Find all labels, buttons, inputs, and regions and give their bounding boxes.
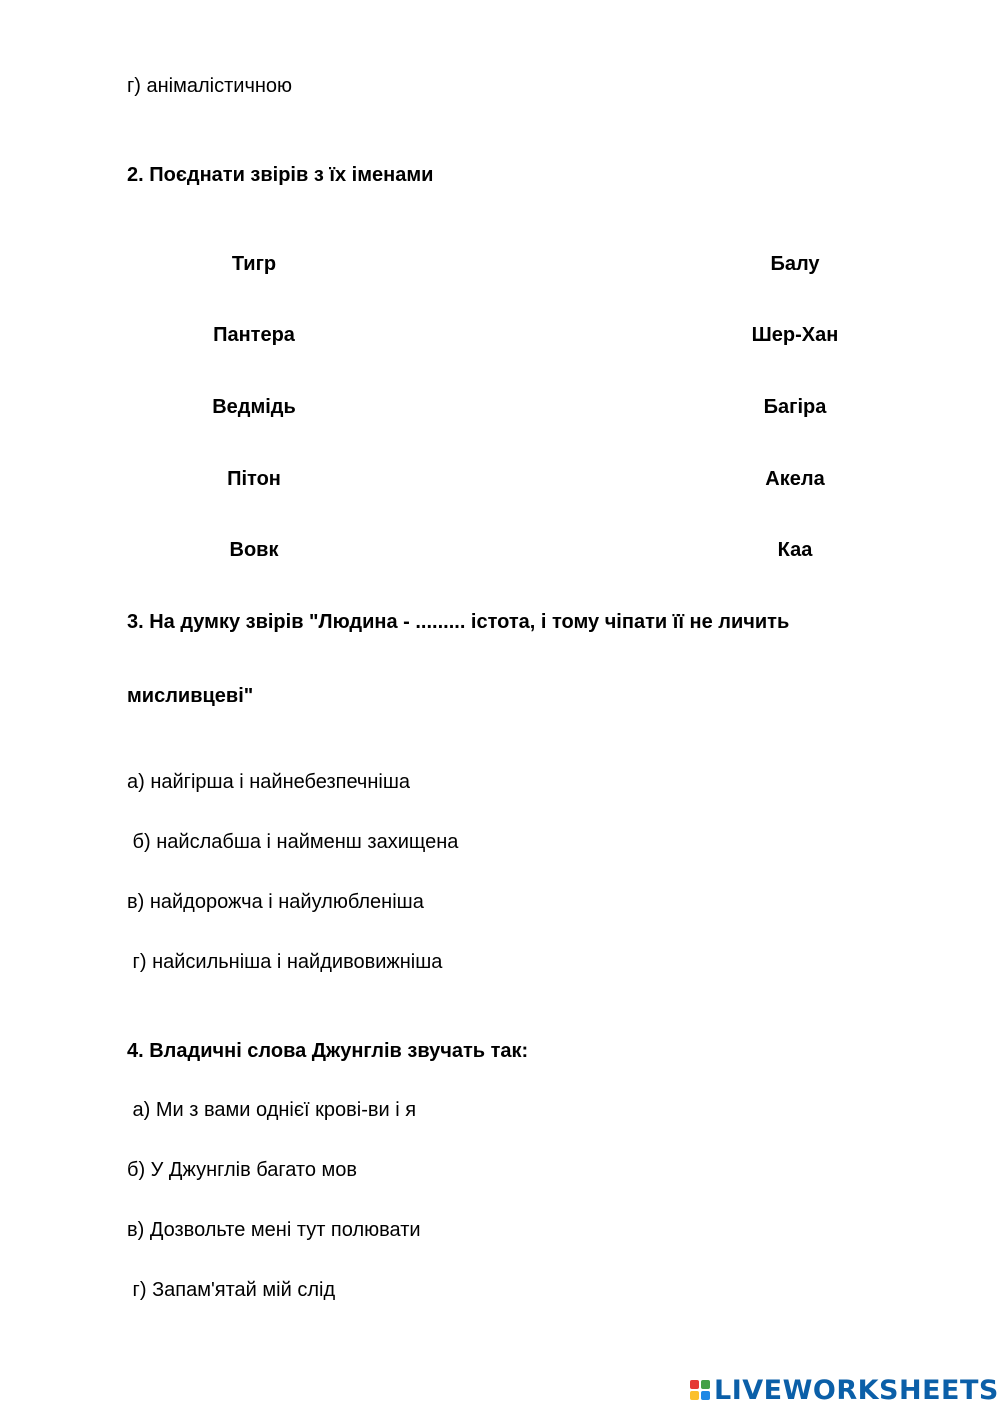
q4-option: а) Ми з вами однієї крові-ви і я bbox=[127, 1099, 417, 1121]
q3-option: а) найгірша і найнебезпечніша bbox=[127, 771, 410, 793]
q3-title-line2: мисливцеві" bbox=[127, 685, 254, 707]
liveworksheets-logo[interactable] bbox=[690, 1374, 999, 1406]
logo-mark-icon bbox=[690, 1380, 710, 1400]
q2-title: 2. Поєднати звірів з їх іменами bbox=[127, 164, 434, 186]
q4-title: 4. Владичні слова Джунглів звучать так: bbox=[127, 1040, 529, 1062]
name-item: Багіра bbox=[763, 396, 827, 418]
name-item: Каа bbox=[777, 539, 813, 561]
q3-option: в) найдорожча і найулюбленіша bbox=[127, 891, 424, 913]
q4-option: б) У Джунглів багато мов bbox=[127, 1159, 358, 1181]
animal-item: Пантера bbox=[213, 324, 295, 346]
animal-item: Вовк bbox=[229, 539, 279, 561]
q1-option-d: г) анімалістичною bbox=[127, 75, 293, 97]
q3-option: б) найслабша і найменш захищена bbox=[127, 831, 459, 853]
q4-option: в) Дозвольте мені тут полювати bbox=[127, 1219, 421, 1241]
q3-title-line1: 3. На думку звірів "Людина - ......... істота, і тому чіпати її не личить bbox=[127, 611, 790, 633]
animal-item: Пітон bbox=[227, 468, 281, 490]
q3-option: г) найсильніша і найдивовижніша bbox=[127, 951, 443, 973]
logo-text: LIVEWORKSHEETS bbox=[714, 1374, 999, 1406]
name-item: Шер-Хан bbox=[751, 324, 839, 346]
name-item: Балу bbox=[770, 253, 820, 275]
q4-option: г) Запам'ятай мій слід bbox=[127, 1279, 336, 1301]
animal-item: Ведмідь bbox=[212, 396, 296, 418]
name-item: Акела bbox=[765, 468, 825, 490]
animal-item: Тигр bbox=[231, 253, 277, 275]
